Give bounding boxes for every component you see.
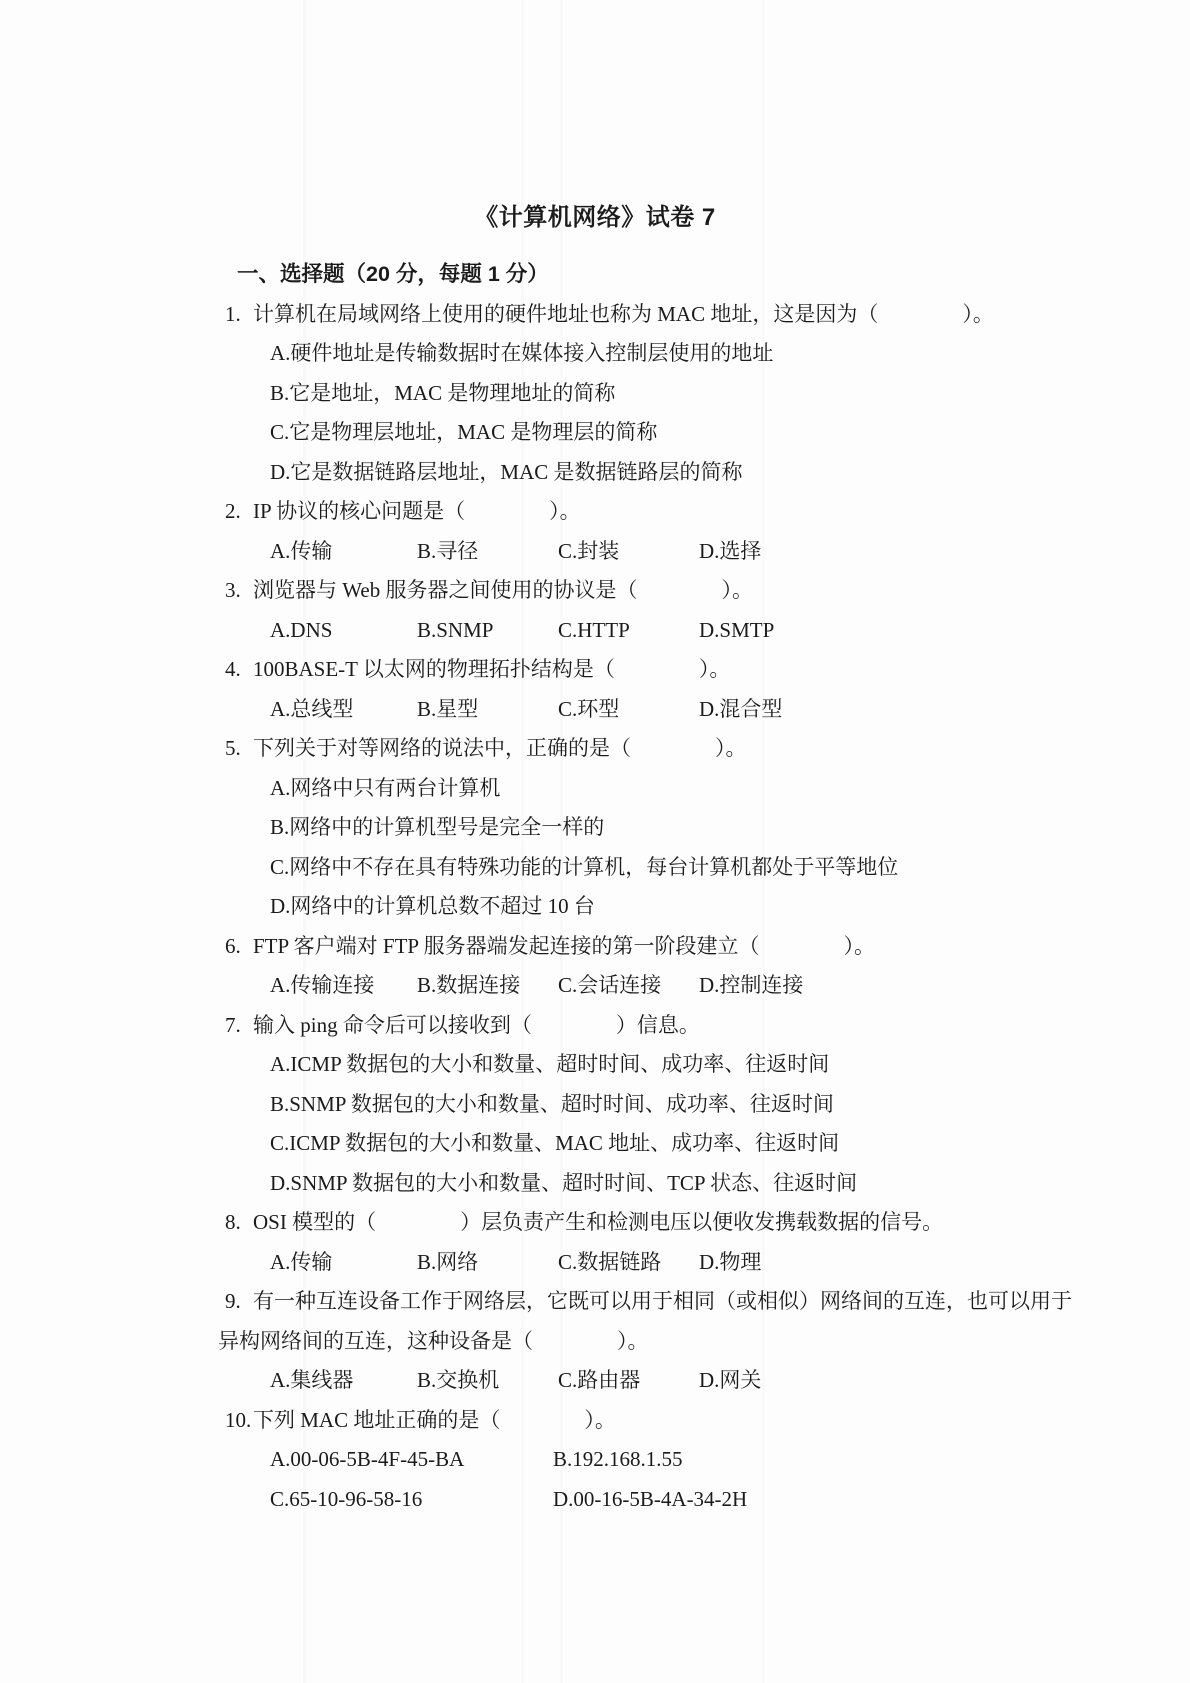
question-6-options [0,966,1190,1006]
question-2-option-c: C.封装 [558,538,620,563]
question-6-text: FTP 客户端对 FTP 服务器端发起连接的第一阶段建立（ ）。 [253,933,876,958]
question-4-option-a: A.总线型 [270,696,354,721]
question-7-option-c: C.ICMP 数据包的大小和数量、MAC 地址、成功率、往返时间 [270,1131,840,1155]
question-4-number: 4. [225,657,241,681]
question-7-number: 7. [225,1012,241,1037]
question-3-option-d: D.SMTP [699,617,775,642]
question-9-text-line2: 异构网络间的互连，这种设备是（ ）。 [218,1328,649,1353]
question-4-stem [0,650,1190,690]
question-2-stem [0,492,1190,532]
question-8-option-a: A.传输 [270,1249,333,1274]
question-6-option-b: B.数据连接 [417,973,521,997]
question-2-option-b: B.寻径 [417,538,479,563]
question-3-options [0,611,1190,651]
question-1-text: 计算机在局域网络上使用的硬件地址也称为 MAC 地址，这是因为（ ）。 [253,301,994,326]
question-8-option-c: C.数据链路 [558,1249,662,1274]
question-9-option-c: C.路由器 [558,1368,641,1392]
question-2-text: IP 协议的核心问题是（ ）。 [253,499,581,523]
question-9-stem [0,1282,1190,1322]
question-1-option-c: C.它是物理层地址，MAC 是物理层的简称 [270,420,658,444]
question-9-option-b: B.交换机 [417,1368,500,1392]
question-6-stem [0,927,1190,967]
exam-body [0,255,1190,1519]
question-5-text: 下列关于对等网络的说法中，正确的是（ ）。 [253,736,747,760]
question-5-number: 5. [225,736,241,760]
question-9-options [0,1361,1190,1401]
question-8-option-d: D.物理 [699,1249,762,1274]
question-2-option-d: D.选择 [699,538,762,563]
question-7-option-b: B.SNMP 数据包的大小和数量、超时时间、成功率、往返时间 [270,1091,834,1116]
question-9-number: 9. [225,1289,241,1313]
question-1-option-a: A.硬件地址是传输数据时在媒体接入控制层使用的地址 [270,341,774,365]
question-9-option-a: A.集线器 [270,1368,354,1392]
question-2-option-a: A.传输 [270,538,333,563]
question-8-options [0,1243,1190,1283]
question-6-option-c: C.会话连接 [558,973,662,997]
question-8-option-b: B.网络 [417,1249,479,1274]
question-3-option-a: A.DNS [270,617,333,642]
question-10-stem [0,1401,1190,1441]
question-10-option-c: C.65-10-96-58-16 [270,1486,423,1511]
question-6-option-d: D.控制连接 [699,973,804,997]
question-10-options-row-2 [0,1480,1190,1520]
question-7-text: 输入 ping 命令后可以接收到（ ）信息。 [253,1012,700,1037]
question-5-option-a: A.网络中只有两台计算机 [270,775,501,800]
question-8-stem [0,1203,1190,1243]
question-7-option-d: D.SNMP 数据包的大小和数量、超时时间、TCP 状态、往返时间 [270,1170,858,1195]
question-3-option-b: B.SNMP [417,617,494,642]
section-heading: 一、选择题（20 分，每题 1 分） [237,262,549,286]
question-4-option-b: B.星型 [417,696,479,721]
question-3-text: 浏览器与 Web 服务器之间使用的协议是（ ）。 [253,578,753,602]
question-8-number: 8. [225,1210,241,1234]
question-5-option-b: B.网络中的计算机型号是完全一样的 [270,815,605,839]
exam-title: 《计算机网络》试卷 7 [474,204,716,231]
question-7-stem [0,1006,1190,1046]
question-1-option-b: B.它是地址，MAC 是物理地址的简称 [270,380,616,405]
question-5-option-d: D.网络中的计算机总数不超过 10 台 [270,894,595,918]
question-10-option-b: B.192.168.1.55 [553,1447,683,1471]
question-10-text: 下列 MAC 地址正确的是（ ）。 [253,1407,616,1432]
question-9-text-line1: 有一种互连设备工作于网络层，它既可以用于相同（或相似）网络间的互连，也可以用于 [253,1289,1072,1313]
question-3-number: 3. [225,578,241,602]
question-4-text: 100BASE-T 以太网的物理拓扑结构是（ ）。 [253,657,731,681]
question-10-options-row-1 [0,1440,1190,1480]
question-5-stem [0,729,1190,769]
question-1-number: 1. [225,301,241,326]
question-1-stem [0,295,1190,335]
question-6-number: 6. [225,933,241,958]
question-5-option-c: C.网络中不存在具有特殊功能的计算机，每台计算机都处于平等地位 [270,854,899,879]
question-4-option-c: C.环型 [558,696,620,721]
question-3-option-c: C.HTTP [558,617,630,642]
question-2-options [0,532,1190,572]
question-10-option-d: D.00-16-5B-4A-34-2H [553,1486,748,1511]
question-1-option-d: D.它是数据链路层地址，MAC 是数据链路层的简称 [270,459,743,484]
question-9-option-d: D.网关 [699,1368,762,1392]
question-3-stem [0,571,1190,611]
question-8-text: OSI 模型的（ ）层负责产生和检测电压以便收发携载数据的信号。 [253,1210,944,1234]
question-2-number: 2. [225,499,241,523]
question-7-option-a: A.ICMP 数据包的大小和数量、超时时间、成功率、往返时间 [270,1052,830,1076]
question-10-option-a: A.00-06-5B-4F-45-BA [270,1447,465,1471]
question-10-number: 10. [225,1407,252,1432]
question-4-options [0,690,1190,730]
question-6-option-a: A.传输连接 [270,973,375,997]
question-4-option-d: D.混合型 [699,696,783,721]
